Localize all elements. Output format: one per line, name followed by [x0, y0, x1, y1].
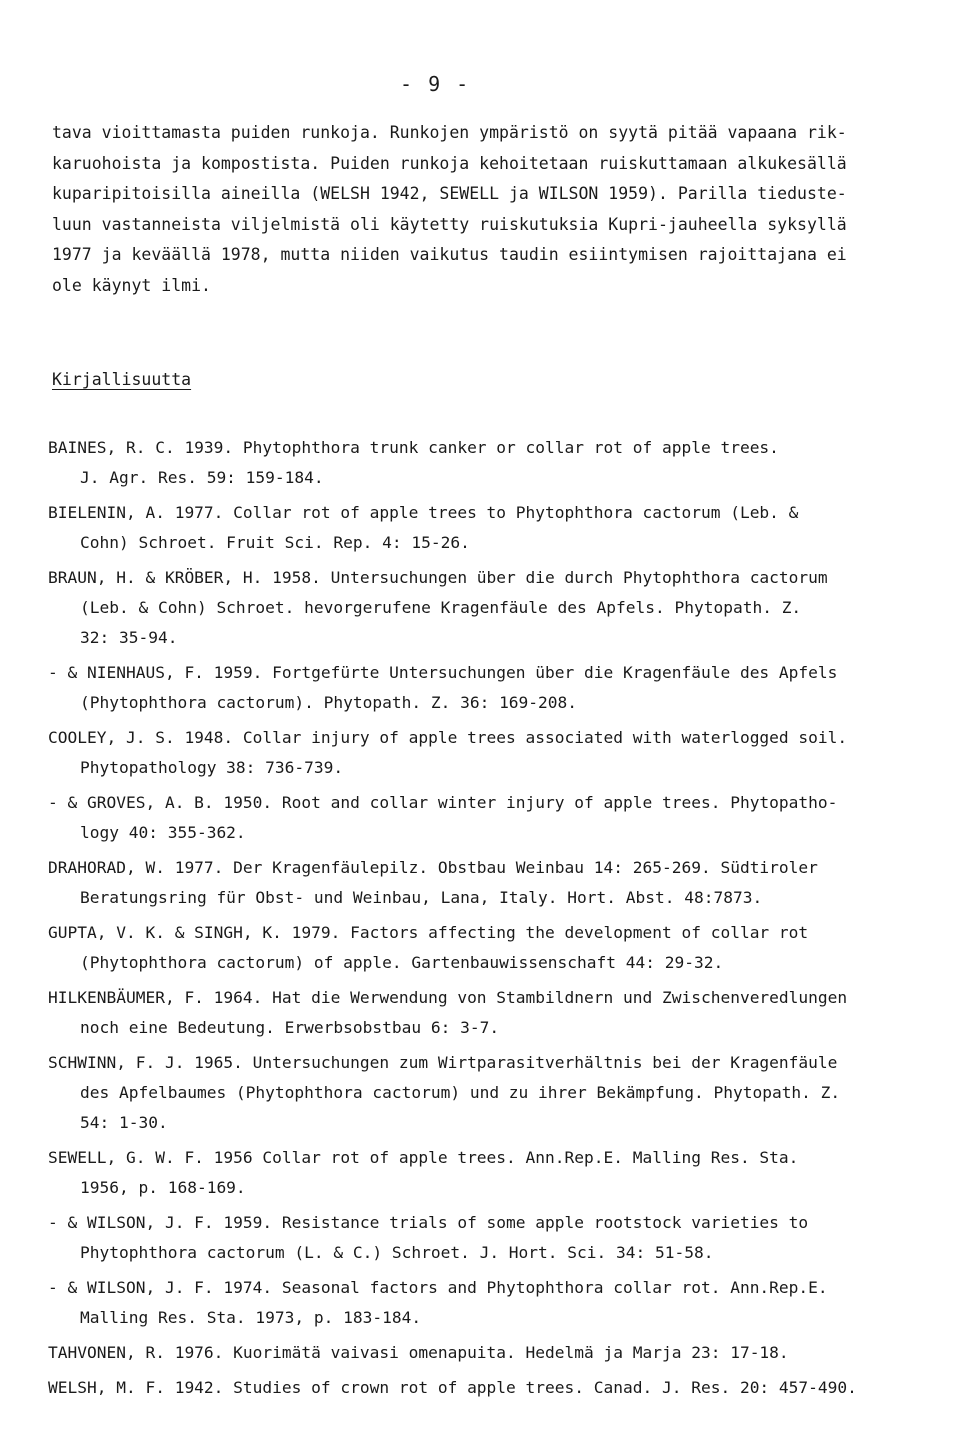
reference-line: - & WILSON, J. F. 1974. Seasonal factors and Phytophthora collar rot. Ann.Rep.E. [48, 1278, 828, 1297]
reference-line: DRAHORAD, W. 1977. Der Kragenfäulepilz. Obstbau Weinbau 14: 265-269. Südtiroler [48, 858, 818, 877]
reference-line: SEWELL, G. W. F. 1956 Collar rot of apple trees. Ann.Rep.E. Malling Res. Sta. [48, 1148, 799, 1167]
reference-line: GUPTA, V. K. & SINGH, K. 1979. Factors affecting the development of collar rot [48, 923, 809, 942]
section-heading: Kirjallisuutta [52, 370, 192, 389]
reference-line: 54: 1-30. [80, 1113, 168, 1132]
reference-line: BRAUN, H. & KRÖBER, H. 1958. Untersuchungen über die durch Phytophthora cactorum [48, 568, 828, 587]
reference-entry [48, 1143, 928, 1203]
reference-line: - & GROVES, A. B. 1950. Root and collar winter injury of apple trees. Phytopatho- [48, 793, 838, 812]
reference-line: des Apfelbaumes (Phytophthora cactorum) und zu ihrer Bekämpfung. Phytopath. Z. [80, 1083, 841, 1102]
reference-line: - & WILSON, J. F. 1959. Resistance trials of some apple rootstock varieties to [48, 1213, 809, 1232]
reference-entry [48, 658, 928, 718]
reference-entry [48, 853, 928, 913]
intro-line: ole käynyt ilmi. [52, 275, 211, 295]
reference-entry [48, 563, 928, 653]
intro-line: luun vastanneista viljelmistä oli käytetty ruiskutuksia Kupri-jauheella syksyllä [52, 214, 847, 234]
reference-line: BAINES, R. C. 1939. Phytophthora trunk canker or collar rot of apple trees. [48, 438, 779, 457]
reference-line: 1956, p. 168-169. [80, 1178, 246, 1197]
reference-line: Phytopathology 38: 736-739. [80, 758, 344, 777]
reference-line: (Phytophthora cactorum). Phytopath. Z. 36: 169-208. [80, 693, 578, 712]
reference-line: WELSH, M. F. 1942. Studies of crown rot of apple trees. Canad. J. Res. 20: 457-490. [48, 1378, 857, 1397]
reference-line: BIELENIN, A. 1977. Collar rot of apple trees to Phytophthora cactorum (Leb. & [48, 503, 799, 522]
intro-line: tava vioittamasta puiden runkoja. Runkojen ympäristö on syytä pitää vapaana rik- [52, 123, 847, 142]
reference-entry [48, 723, 928, 783]
reference-entry [48, 433, 928, 493]
intro-line: kuparipitoisilla aineilla (WELSH 1942, SEWELL ja WILSON 1959). Parilla tieduste- [52, 184, 847, 203]
reference-line: Phytophthora cactorum (L. & C.) Schroet. J. Hort. Sci. 34: 51-58. [80, 1243, 714, 1262]
reference-line: (Leb. & Cohn) Schroet. hevorgerufene Kragenfäule des Apfels. Phytopath. Z. [80, 598, 802, 617]
reference-entry [48, 918, 928, 978]
reference-entry [48, 1338, 928, 1368]
reference-line: COOLEY, J. S. 1948. Collar injury of apple trees associated with waterlogged soil. [48, 728, 848, 747]
reference-entry [48, 983, 928, 1043]
reference-line: TAHVONEN, R. 1976. Kuorimätä vaivasi omenapuita. Hedelmä ja Marja 23: 17-18. [48, 1343, 789, 1362]
reference-line: logy 40: 355-362. [80, 823, 246, 842]
reference-line: - & NIENHAUS, F. 1959. Fortgefürte Untersuchungen über die Kragenfäule des Apfels [48, 663, 838, 682]
reference-line: Beratungsring für Obst- und Weinbau, Lana, Italy. Hort. Abst. 48:7873. [80, 888, 763, 907]
reference-line: SCHWINN, F. J. 1965. Untersuchungen zum Wirtparasitverhältnis bei der Kragenfäule [48, 1053, 838, 1072]
reference-line: 32: 35-94. [80, 628, 178, 647]
reference-entry [48, 788, 928, 848]
reference-entry [48, 1273, 928, 1333]
reference-line: J. Agr. Res. 59: 159-184. [80, 468, 324, 487]
reference-line: Malling Res. Sta. 1973, p. 183-184. [80, 1308, 422, 1327]
intro-line: karuohoista ja kompostista. Puiden runkoja kehoitetaan ruiskuttamaan alkukesällä [52, 153, 847, 173]
reference-entry [48, 1208, 928, 1268]
reference-line: noch eine Bedeutung. Erwerbsobstbau 6: 3-7. [80, 1018, 500, 1037]
intro-paragraph [52, 118, 922, 301]
page-number: - 9 - [400, 72, 471, 96]
reference-entry [48, 1373, 928, 1403]
reference-line: Cohn) Schroet. Fruit Sci. Rep. 4: 15-26. [80, 533, 470, 552]
intro-line: 1977 ja keväällä 1978, mutta niiden vaikutus taudin esiintymisen rajoittajana ei [52, 245, 847, 264]
reference-entry [48, 1048, 928, 1138]
reference-list [48, 433, 928, 1408]
reference-entry [48, 498, 928, 558]
reference-line: (Phytophthora cactorum) of apple. Gartenbauwissenschaft 44: 29-32. [80, 953, 724, 972]
reference-line: HILKENBÄUMER, F. 1964. Hat die Werwendung von Stambildnern und Zwischenveredlungen [48, 988, 848, 1007]
